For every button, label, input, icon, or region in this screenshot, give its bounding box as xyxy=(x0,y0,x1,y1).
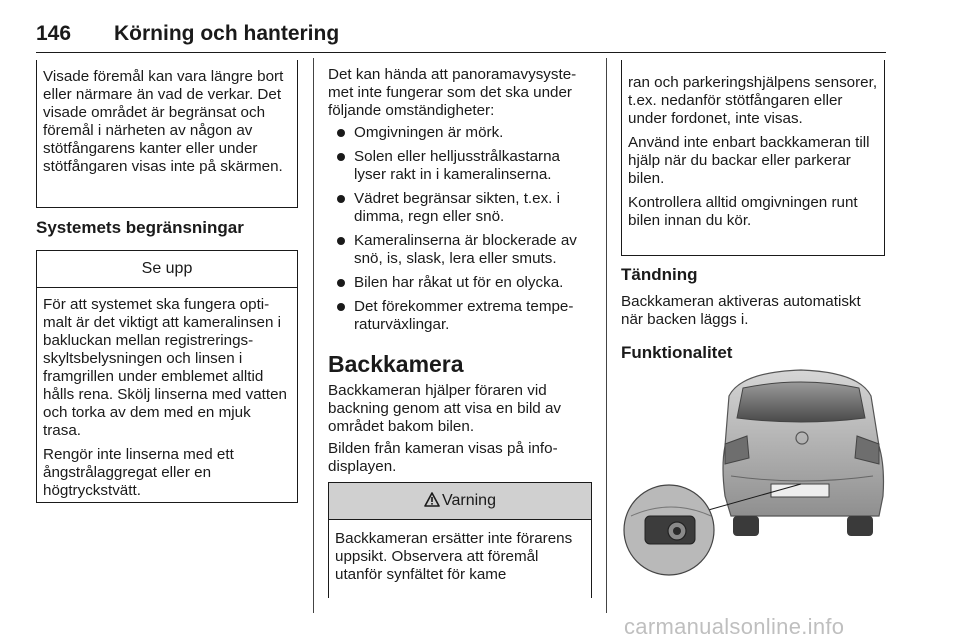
list-item: Bilen har råkat ut för en olycka. xyxy=(328,274,594,292)
warning-triangle-icon xyxy=(424,485,440,521)
heading-ignition: Tändning xyxy=(621,265,698,284)
chapter-title: Körning och hantering xyxy=(114,22,340,45)
caution-paragraph-1: För att systemet ska fungera optimalt är det viktigt att kameralinsen i bakluckan mellan registreringsskyltsbelysningen och linsen i framgrillen under emblemet alltid hålls rena. Skölj linserna med vatten och torka av dem med en mjuk trasa. xyxy=(43,296,287,439)
warning-box xyxy=(328,482,592,598)
continued-note-box xyxy=(36,60,298,208)
list-item: Solen eller helljusstrålkastarna lyser rakt in i kameralinserna. xyxy=(328,148,594,184)
warning-text: Backkameran ersätter inte förarens uppsikt. Observera att föremål utanför synfältet för kame xyxy=(335,530,573,583)
warning-continued-paragraph-1: ran och parkeringshjälpens sensorer, t.ex. nedanför stötfångaren eller under fordonet, inte visas. xyxy=(628,74,878,127)
list-item: Vädret begränsar sikten, t.ex. i dimma, regn eller snö. xyxy=(328,190,594,226)
ignition-text: Backkameran aktiveras automatiskt när backen läggs i. xyxy=(621,293,861,328)
list-item: Omgivningen är mörk. xyxy=(328,124,594,142)
warning-box-title xyxy=(329,483,591,520)
caution-box-title: Se upp xyxy=(37,251,297,288)
limitations-list xyxy=(328,124,594,340)
heading-functionality: Funktionalitet xyxy=(621,343,733,362)
column-divider-1 xyxy=(313,58,314,613)
caution-paragraph-2: Rengör inte linserna med ett ångstrålaggregat eller en högtryckstvätt. xyxy=(43,446,234,499)
rear-camera-illustration xyxy=(621,366,885,582)
backkamera-paragraph-1: Backkameran hjälper föraren vid backning genom att visa en bild av området bakom bilen. xyxy=(328,382,562,435)
page-header xyxy=(36,20,886,53)
warning-box-continued xyxy=(621,60,885,256)
limitations-intro: Det kan hända att panoramavysystemet inte fungerar som det ska under följande omständigheter: xyxy=(328,66,577,119)
backkamera-paragraph-2: Bilden från kameran visas på infodisplayen. xyxy=(328,440,558,475)
section-heading-limitations: Systemets begränsningar xyxy=(36,218,244,237)
continued-note-text: Visade föremål kan vara längre bort eller närmare än vad de verkar. Det visade området är begränsat och föremål i närheten av någon av stötfångarens kanter eller under stötfångaren visas inte på skärmen. xyxy=(43,68,284,175)
watermark: carmanualsonline.info xyxy=(624,614,845,639)
column-divider-2 xyxy=(606,58,607,613)
list-item: Det förekommer extrema temperaturväxlingar. xyxy=(328,298,594,334)
warning-continued-paragraph-2: Använd inte enbart backkameran till hjälp när du backar eller parkerar bilen. xyxy=(628,134,870,187)
warning-title-text: Varning xyxy=(442,492,496,509)
caution-box xyxy=(36,250,298,503)
heading-backkamera: Backkamera xyxy=(328,351,464,377)
page-number: 146 xyxy=(36,22,72,45)
warning-continued-paragraph-3: Kontrollera alltid omgivningen runt bilen innan du kör. xyxy=(628,194,858,229)
list-item: Kameralinserna är blockerade av snö, is, slask, lera eller smuts. xyxy=(328,232,594,268)
